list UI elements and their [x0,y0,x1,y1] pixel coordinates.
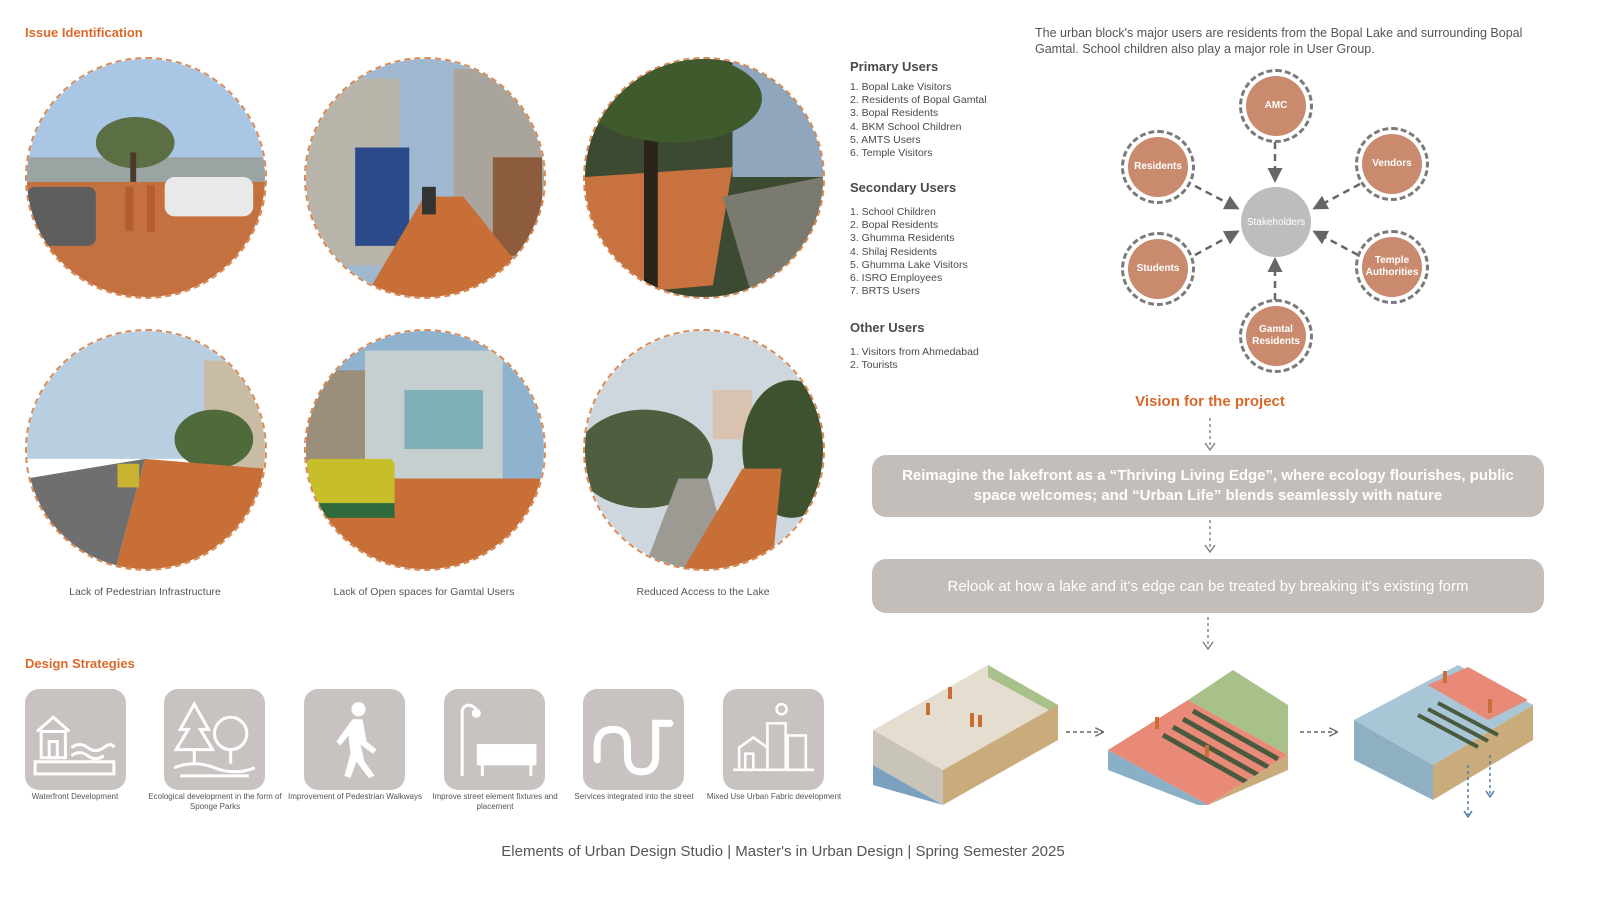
temple-authorities-node: Temple Authorities [1362,237,1422,297]
footer-credit: Elements of Urban Design Studio | Master's in Urban Design | Spring Semester 2025 [501,843,1065,860]
strategy-label: Improve street element fixtures and placement [432,792,558,811]
vendors-node: Vendors [1362,134,1422,194]
vision-statement: Reimagine the lakefront as a “Thriving Living Edge”, where ecology flourishes, public space welcomes; and “Urban Life” blends seamlessly with nature [872,455,1544,517]
strategies-title: Design Strategies [25,656,135,671]
stakeholder-intro: The urban block's major users are residents from the Bopal Lake and surrounding Bopal Gamtal. School children also play a major role in User Group. [1035,26,1523,56]
other-users-title: Other Users [850,320,925,335]
reimagined-edge-block [1354,665,1533,817]
amc-node: AMC [1246,76,1306,136]
photo-lake-wall [583,57,825,299]
pedestrian-icon [304,689,405,790]
list-item: 2. Tourists [850,359,898,372]
list-item: 1. School Children [850,206,936,218]
residents-node: Residents [1128,137,1188,197]
list-item: 7. BRTS Users [850,285,920,298]
arrow-vendors [1315,184,1360,208]
photo-pedestrian-infrastructure [25,57,267,299]
list-item: 6. Temple Visitors [850,147,933,160]
photo-gamtal-open-space [304,329,546,571]
caption-lake-access: Reduced Access to the Lake [636,586,770,598]
sponge-park-icon [164,689,265,790]
secondary-users-list [850,206,968,298]
existing-edge-block [873,665,1058,805]
street-furniture-icon [444,689,545,790]
primary-users-title: Primary Users [850,59,939,74]
down-arrow-3 [1198,617,1218,653]
terraced-edge-block [1108,670,1288,805]
issue-title: Issue Identification [25,25,143,40]
down-arrow-1 [1200,418,1220,454]
gamtal-residents-node: Gamtal Residents [1246,306,1306,366]
caption-pedestrian: Lack of Pedestrian Infrastructure [69,586,221,598]
arrow-temple [1315,232,1358,255]
list-item: 3. Bopal Residents [850,107,939,120]
waterfront-icon [25,689,126,790]
arrow-residents [1195,186,1237,208]
list-item: 4. Shilaj Residents [850,245,937,258]
students-node: Students [1128,239,1188,299]
mixed-use-icon [723,689,824,790]
list-item: 2. Residents of Bopal Gamtal [850,94,987,107]
list-item: 5. Ghumma Lake Visitors [850,258,968,271]
arrow-students [1195,232,1237,255]
photo-lake-access [583,329,825,571]
other-users-list [850,346,979,372]
strategy-label: Waterfront Development [31,792,119,801]
vision-title: Vision for the project [1135,393,1285,410]
list-item: 3. Ghumma Residents [850,232,955,245]
caption-open-spaces: Lack of Open spaces for Gamtal Users [333,586,515,598]
services-pipe-icon [583,689,684,790]
photo-road-edge [25,329,267,571]
list-item: 4. BKM School Children [850,120,962,133]
primary-users-list [850,81,987,160]
list-item: 2. Bopal Residents [850,219,939,232]
list-item: 1. Visitors from Ahmedabad [850,346,979,358]
relook-statement: Relook at how a lake and it's edge can be treated by breaking it's existing form [872,559,1544,613]
secondary-users-title: Secondary Users [850,180,957,195]
list-item: 6. ISRO Employees [850,272,943,285]
list-item: 1. Bopal Lake Visitors [850,81,952,93]
stakeholders-node: Stakeholders [1241,187,1311,257]
lake-edge-transformation [868,655,1558,825]
strategy-label: Improvement of Pedestrian Walkways [288,792,422,801]
strategy-label: Ecological development in the form of Sponge Parks [148,792,282,811]
strategy-label: Services integrated into the street [574,792,694,801]
down-arrow-2 [1200,520,1220,556]
list-item: 5. AMTS Users [850,133,921,146]
strategy-label: Mixed Use Urban Fabric development [706,792,842,801]
photo-gamtal-street [304,57,546,299]
